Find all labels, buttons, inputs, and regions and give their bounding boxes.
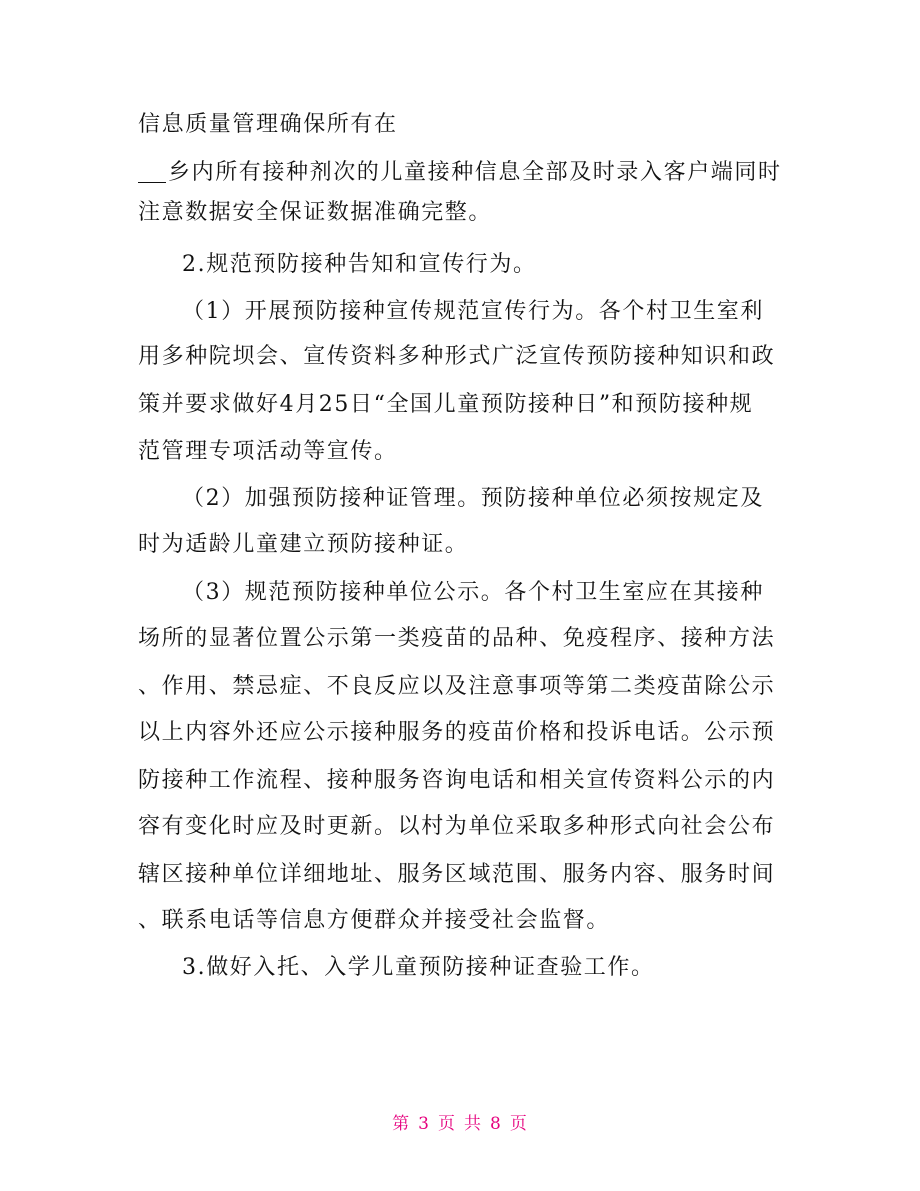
body-line: 、联系电话等信息方便群众并接受社会监督。: [138, 908, 611, 933]
footer-current-page: 3: [418, 1114, 430, 1134]
paragraph-first-line: （3）规范预防接种单位公示。各个村卫生室应在其接种: [182, 580, 764, 605]
footer-total-word: 共: [464, 1114, 482, 1134]
section-heading: 2.规范预防接种告知和宣传行为。: [182, 252, 537, 277]
footer-total-pages: 8: [490, 1114, 502, 1134]
body-line-text: 乡内所有接种剂次的儿童接种信息全部及时录入客户端同时: [168, 160, 782, 185]
body-line: 信息质量管理确保所有在: [138, 112, 398, 137]
fill-in-blank: [138, 160, 166, 183]
paragraph-first-line: （2）加强预防接种证管理。预防接种单位必须按规定及: [182, 486, 764, 511]
body-line: 以上内容外还应公示接种服务的疫苗价格和投诉电话。公示预: [138, 720, 776, 745]
body-line: 注意数据安全保证数据准确完整。: [138, 200, 493, 225]
footer-prefix: 第: [392, 1114, 411, 1134]
body-line: 策并要求做好4月25日“全国儿童预防接种日”和预防接种规: [138, 392, 754, 417]
paragraph-first-line: （1）开展预防接种宣传规范宣传行为。各个村卫生室利: [182, 299, 764, 324]
body-line: 辖区接种单位详细地址、服务区域范围、服务内容、服务时间: [138, 862, 776, 887]
body-line-with-blank: [138, 158, 788, 188]
section-heading: 3.做好入托、入学儿童预防接种证查验工作。: [182, 955, 655, 980]
footer-page-word: 页: [438, 1114, 456, 1134]
page-footer: [0, 1112, 920, 1136]
body-line: 时为适龄儿童建立预防接种证。: [138, 532, 469, 557]
body-line: 容有变化时应及时更新。以村为单位采取多种形式向社会公布: [138, 814, 776, 839]
body-line: 范管理专项活动等宣传。: [138, 439, 398, 464]
body-line: 防接种工作流程、接种服务咨询电话和相关宣传资料公示的内: [138, 768, 776, 793]
body-line: 场所的显著位置公示第一类疫苗的品种、免疫程序、接种方法: [138, 626, 776, 651]
body-line: 用多种院坝会、宣传资料多种形式广泛宣传预防接种知识和政: [138, 344, 776, 369]
body-line: 、作用、禁忌症、不良反应以及注意事项等第二类疫苗除公示: [138, 674, 776, 699]
footer-suffix: 页: [509, 1114, 528, 1134]
